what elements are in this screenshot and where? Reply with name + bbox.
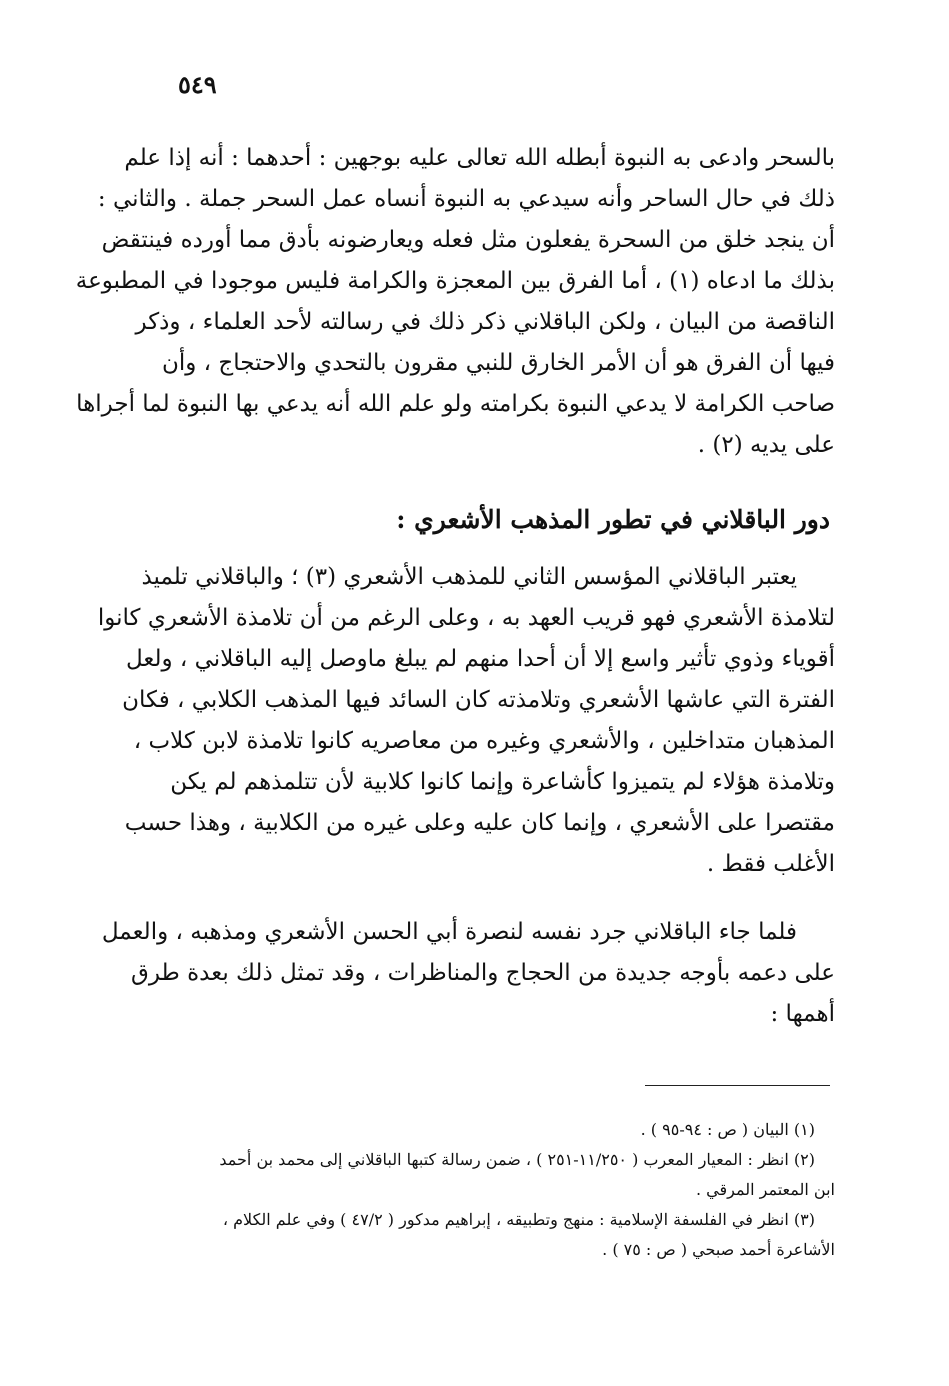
- text-line: لتلامذة الأشعري فهو قريب العهد به ، وعلى الرغم من أن تلامذة الأشعري كانوا: [97, 605, 835, 631]
- text-line: صاحب الكرامة لا يدعي النبوة بكرامته ولو علم الله أنه يدعي بها النبوة لما أجراها: [76, 391, 835, 417]
- page-number: ٥٤٩: [178, 70, 217, 99]
- text-line: وتلامذة هؤلاء لم يتميزوا كأشاعرة وإنما كانوا كلابية لأن تتلمذهم لم يكن: [170, 769, 835, 795]
- footnote-line: الأشاعرة أحمد صبحي ( ص : ٧٥ ) .: [602, 1240, 835, 1259]
- footnote-line: (١) البيان ( ص : ٩٤-٩٥ ) .: [640, 1120, 815, 1139]
- footnote-line: (٣) انظر في الفلسفة الإسلامية : منهج وتطبيقه ، إبراهيم مدكور ( ٤٧/٢ ) وفي علم الكلام ،: [222, 1210, 815, 1229]
- text-line: أقوياء وذوي تأثير واسع إلا أن أحدا منهم لم يبلغ ماوصل إليه الباقلاني ، ولعل: [125, 646, 835, 672]
- footnote-divider: [645, 1085, 830, 1086]
- footnote-line: ابن المعتمر المرقي .: [696, 1180, 835, 1199]
- text-line: ذلك في حال الساحر وأنه سيدعي به النبوة أنساه عمل السحر جملة . والثاني :: [97, 186, 835, 212]
- text-line: مقتصرا على الأشعري ، وإنما كان عليه وعلى غيره من الكلابية ، وهذا حسب: [124, 810, 835, 836]
- text-line: يعتبر الباقلاني المؤسس الثاني للمذهب الأشعري (٣) ؛ والباقلاني تلميذ: [141, 564, 797, 590]
- text-line: أهمها :: [770, 1001, 835, 1027]
- text-line: فلما جاء الباقلاني جرد نفسه لنصرة أبي الحسن الأشعري ومذهبه ، والعمل: [101, 919, 797, 945]
- text-line: فيها أن الفرق هو أن الأمر الخارق للنبي مقرون بالتحدي والاحتجاج ، وأن: [161, 350, 835, 376]
- text-line: على دعمه بأوجه جديدة من الحجاج والمناظرات ، وقد تمثل ذلك بعدة طرق: [130, 960, 835, 986]
- text-line: بذلك ما ادعاه (١) ، أما الفرق بين المعجزة والكرامة فليس موجودا في المطبوعة: [75, 268, 835, 294]
- paragraph-2: [97, 557, 835, 885]
- text-line: المذهبان متداخلين ، والأشعري وغيره من معاصريه كانوا تلامذة لابن كلاب ،: [133, 728, 835, 754]
- text-line: الناقصة من البيان ، ولكن الباقلاني ذكر ذلك في رسالته لأحد العلماء ، وذكر: [135, 309, 835, 335]
- footnotes: [140, 1115, 835, 1265]
- paragraph-1: [75, 138, 835, 466]
- text-line: الفترة التي عاشها الأشعري وتلامذته كان السائد فيها المذهب الكلابي ، فكان: [122, 687, 835, 713]
- paragraph-3: [101, 912, 835, 1035]
- footnote-line: (٢) انظر : المعيار المعرب ( ١١/٢٥٠-٢٥١ ) ، ضمن رسالة كتبها الباقلاني إلى محمد بن أحمد: [219, 1150, 815, 1169]
- text-line: على يديه (٢) .: [697, 432, 835, 458]
- text-line: بالسحر وادعى به النبوة أبطله الله تعالى عليه بوجهين : أحدهما : أنه إذا علم: [124, 145, 835, 171]
- section-heading: دور الباقلاني في تطور المذهب الأشعري :: [396, 505, 830, 534]
- text-line: الأغلب فقط .: [706, 851, 835, 877]
- text-line: أن ينجد خلق من السحرة يفعلون مثل فعله ويعارضونه بأدق مما أورده فينتقض: [101, 227, 835, 253]
